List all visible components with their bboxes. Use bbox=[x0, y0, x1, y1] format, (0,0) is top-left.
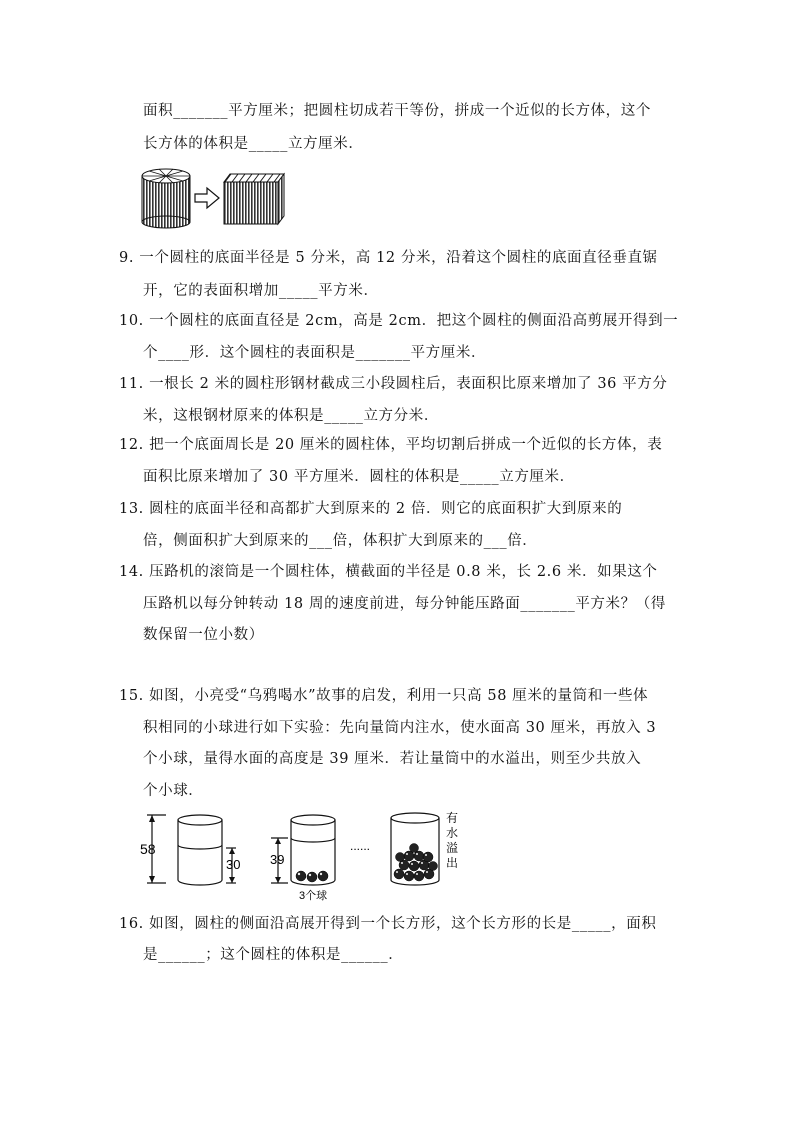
question-16-line-1: 16. 如图，圆柱的侧面沿高展开得到一个长方形，这个长方形的长是_____，面积 bbox=[119, 916, 657, 932]
question-14-line-3: 数保留一位小数） bbox=[143, 627, 264, 643]
graduated-cylinder-figure bbox=[138, 808, 478, 902]
question-14-line-2: 压路机以每分钟转动 18 周的速度前进，每分钟能压路面_______平方米？（得 bbox=[143, 596, 666, 612]
question-14-line-1: 14. 压路机的滚筒是一个圆柱体，横截面的半径是 0.8 米，长 2.6 米．如果这个 bbox=[119, 564, 658, 580]
label-30: 30 bbox=[226, 857, 241, 872]
overflow-char-3: 溢 bbox=[446, 841, 459, 855]
question-11-line-1: 11. 一根长 2 米的圆柱形钢材截成三小段圆柱后，表面积比原来增加了 36 平方分 bbox=[119, 376, 668, 392]
question-16-line-2: 是______；这个圆柱的体积是______． bbox=[143, 947, 404, 963]
cylinder-to-cuboid-figure bbox=[140, 166, 290, 230]
cuboid-slices-icon bbox=[224, 174, 284, 224]
question-9-line-1: 9. 一个圆柱的底面半径是 5 分米，高 12 分米，沿着这个圆柱的底面直径垂直锯 bbox=[119, 250, 658, 266]
question-13-line-2: 倍，侧面积扩大到原来的___倍，体积扩大到原来的___倍． bbox=[143, 533, 538, 549]
question-15-line-4: 个小球． bbox=[143, 783, 204, 799]
overflow-char-4: 出 bbox=[446, 856, 459, 870]
label-3-balls: 3个球 bbox=[299, 890, 328, 902]
question-10-line-2: 个____形．这个圆柱的表面积是_______平方厘米． bbox=[143, 345, 487, 361]
label-58: 58 bbox=[140, 841, 156, 857]
overflow-char-1: 有 bbox=[446, 811, 459, 825]
question-15-line-1: 15. 如图，小亮受“乌鸦喝水”故事的启发，利用一只高 58 厘米的量筒和一些体 bbox=[119, 688, 649, 704]
question-10-line-1: 10. 一个圆柱的底面直径是 2cm，高是 2cm．把这个圆柱的侧面沿高剪展开得到一 bbox=[119, 313, 679, 329]
question-12-line-1: 12. 把一个底面周长是 20 厘米的圆柱体，平均切割后拼成一个近似的长方体，表 bbox=[119, 437, 663, 453]
question-13-line-1: 13. 圆柱的底面半径和高都扩大到原来的 2 倍．则它的底面积扩大到原来的 bbox=[119, 501, 623, 517]
overflow-char-2: 水 bbox=[446, 826, 459, 840]
question-12-line-2: 面积比原来增加了 30 平方厘米．圆柱的体积是_____立方厘米． bbox=[143, 469, 575, 485]
label-39: 39 bbox=[270, 852, 285, 867]
question-11-line-2: 米，这根钢材原来的体积是_____立方分米． bbox=[143, 408, 439, 424]
dots-separator: ...... bbox=[350, 839, 371, 853]
question-15-line-2: 积相同的小球进行如下实验：先向量筒内注水，使水面高 30 厘米，再放入 3 bbox=[143, 720, 657, 736]
text-line-1: 面积_______平方厘米；把圆柱切成若干等份，拼成一个近似的长方体，这个 bbox=[143, 103, 651, 119]
text-line-2: 长方体的体积是_____立方厘米． bbox=[143, 136, 364, 152]
question-9-line-2: 开，它的表面积增加_____平方米． bbox=[143, 283, 379, 299]
question-15-line-3: 个小球，量得水面的高度是 39 厘米．若让量筒中的水溢出，则至少共放入 bbox=[143, 751, 642, 767]
